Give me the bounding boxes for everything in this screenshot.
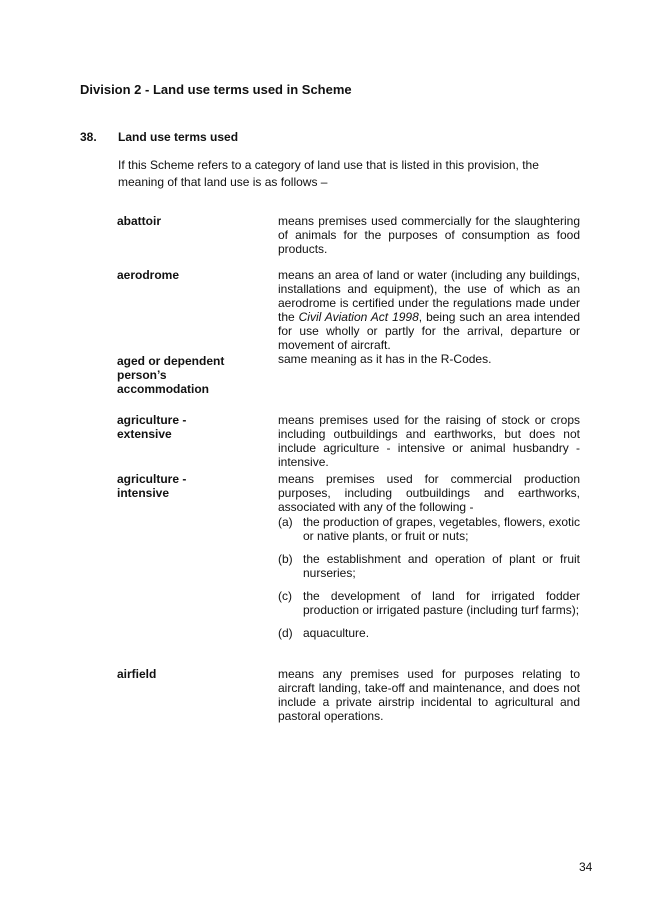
list-item-label: (b): [278, 552, 293, 566]
list-item: [278, 589, 580, 617]
division-title: Division 2 - Land use terms used in Scheme: [80, 82, 352, 97]
page-number: 34: [579, 860, 593, 874]
definition-aerodrome-part1: means an area of land or water (including any buildings, installations and equipment), the use of which as an aerodrome is certified under the regulations made under the: [278, 268, 580, 324]
definition-abattoir: means premises used commercially for the slaughtering of animals for the purposes of consumption as food products.: [278, 214, 580, 256]
term-agriculture-extensive: agriculture - extensive: [117, 413, 187, 441]
section-number: 38.: [80, 130, 97, 144]
list-item-text: the development of land for irrigated fodder production or irrigated pasture (including turf farms);: [303, 589, 580, 617]
intro-paragraph: If this Scheme refers to a category of land use that is listed in this provision, the meaning of that land use is as follows –: [118, 158, 539, 189]
section-title: Land use terms used: [118, 130, 239, 144]
definition-agriculture-intensive-text: means premises used for commercial production purposes, including outbuildings and earthworks, associated with any of the following -: [278, 472, 580, 514]
term-aged-dependent-accommodation: aged or dependent person’s accommodation: [117, 354, 225, 396]
term-agriculture-intensive: agriculture - intensive: [117, 472, 187, 500]
definition-airfield: means any premises used for purposes relating to aircraft landing, take-off and maintenance, and does not include a private airstrip incidental to agricultural and pastoral operations.: [278, 667, 580, 723]
definition-aerodrome: [278, 268, 580, 352]
list-item-text: aquaculture.: [303, 626, 370, 640]
term-airfield: airfield: [117, 667, 157, 681]
list-item-label: (a): [278, 515, 293, 529]
definition-agriculture-extensive: means premises used for the raising of stock or crops including outbuildings and earthworks, but does not include agriculture - intensive or animal husbandry - intensive.: [278, 413, 580, 469]
definition-aged-dependent-accommodation: same meaning as it has in the R-Codes.: [278, 352, 492, 366]
definition-aerodrome-act: Civil Aviation Act 1998: [298, 310, 419, 324]
definition-aerodrome-part2: , being such an area intended for use wholly or partly for the arrival, departure or movement of aircraft.: [278, 310, 580, 352]
term-abattoir: abattoir: [117, 214, 162, 228]
list-item: [278, 552, 580, 580]
list-item-label: (d): [278, 626, 293, 640]
term-aerodrome: aerodrome: [117, 268, 180, 282]
list-item-text: the production of grapes, vegetables, flowers, exotic or native plants, or fruit or nuts;: [303, 515, 580, 543]
list-item-text: the establishment and operation of plant or fruit nurseries;: [303, 552, 580, 580]
list-item: [278, 626, 580, 640]
list-item-label: (c): [278, 589, 292, 603]
definition-agriculture-intensive: [278, 472, 580, 640]
list-item: [278, 515, 580, 543]
